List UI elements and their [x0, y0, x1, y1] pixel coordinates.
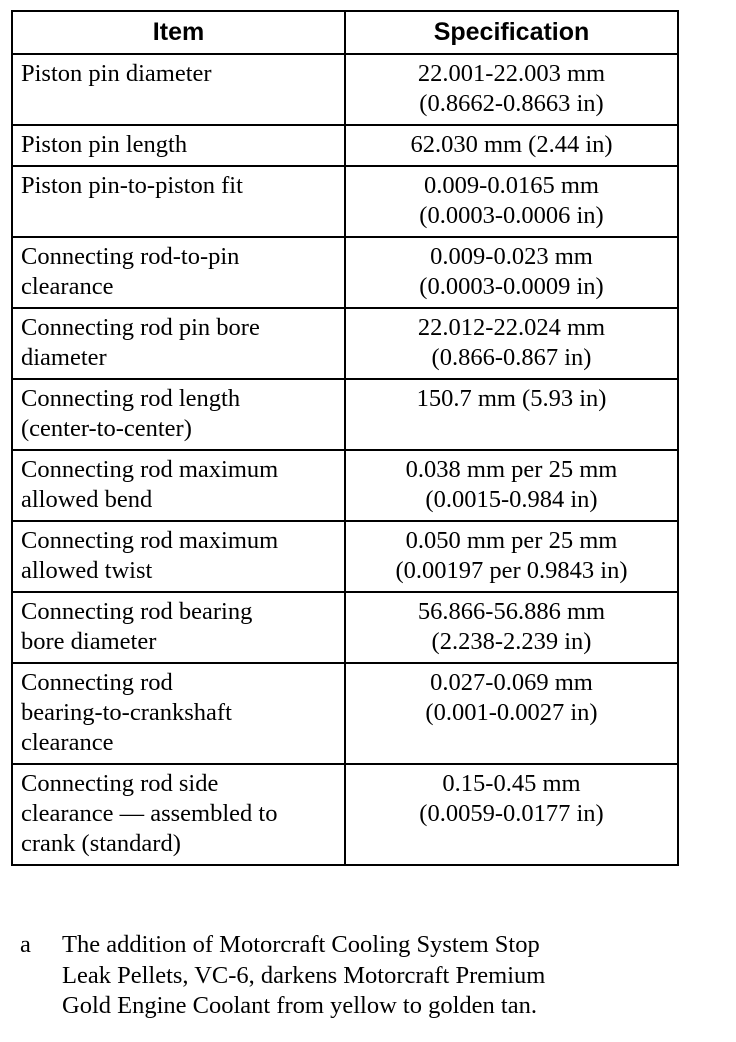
table-row	[12, 450, 678, 521]
item-text: Piston pin diameter	[21, 60, 212, 87]
footnote-line: Leak Pellets, VC-6, darkens Motorcraft Premium	[62, 961, 546, 989]
specification-text: 0.15-0.45 mm	[442, 770, 581, 797]
item-cell	[12, 764, 345, 865]
table-body	[12, 54, 678, 865]
specification-text: (0.0003-0.0006 in)	[419, 202, 604, 229]
item-cell	[12, 308, 345, 379]
specification-text: 22.012-22.024 mm	[417, 314, 606, 341]
item-text: bearing-to-crankshaft	[21, 699, 232, 726]
footnote-line: The addition of Motorcraft Cooling System Stop	[62, 931, 540, 958]
table-row	[12, 379, 678, 450]
table-header-row	[12, 11, 678, 54]
specification-text: 56.866-56.886 mm	[417, 598, 606, 625]
item-text: diameter	[21, 344, 107, 371]
specification-text: (0.0059-0.0177 in)	[419, 800, 604, 827]
item-cell	[12, 237, 345, 308]
item-cell	[12, 450, 345, 521]
item-text: (center-to-center)	[21, 415, 192, 442]
specification-cell	[345, 379, 678, 450]
specification-cell	[345, 54, 678, 125]
specification-text: 0.009-0.0165 mm	[424, 172, 599, 199]
specification-text: (0.0015-0.984 in)	[425, 486, 598, 513]
specification-text: 0.009-0.023 mm	[430, 243, 593, 270]
specification-text: (0.001-0.0027 in)	[425, 699, 598, 726]
item-text: Connecting rod bearing	[21, 598, 253, 625]
table-row	[12, 125, 678, 166]
item-text: Connecting rod length	[21, 385, 241, 412]
item-text: clearance	[21, 273, 114, 300]
item-cell	[12, 663, 345, 764]
table-row	[12, 663, 678, 764]
specification-text: (0.0003-0.0009 in)	[419, 273, 604, 300]
specification-cell	[345, 592, 678, 663]
specification-text: 150.7 mm (5.93 in)	[416, 385, 607, 412]
specification-cell	[345, 237, 678, 308]
item-text: Connecting rod maximum	[21, 527, 279, 554]
specification-table	[11, 10, 679, 866]
specification-text: (0.00197 per 0.9843 in)	[395, 557, 628, 584]
item-text: Piston pin-to-piston fit	[21, 172, 243, 199]
table-row	[12, 54, 678, 125]
specification-text: (0.866-0.867 in)	[431, 344, 592, 371]
item-cell	[12, 379, 345, 450]
item-text: allowed bend	[21, 486, 153, 513]
column-header-item: Item	[12, 11, 345, 54]
footnote-text	[62, 930, 545, 1022]
specification-cell	[345, 764, 678, 865]
item-text: Connecting rod side	[21, 770, 219, 797]
table-row	[12, 764, 678, 865]
table-row	[12, 521, 678, 592]
item-cell	[12, 54, 345, 125]
table-row	[12, 308, 678, 379]
item-text: Connecting rod	[21, 669, 173, 696]
column-header-specification: Specification	[345, 11, 678, 54]
table-row	[12, 237, 678, 308]
table-row	[12, 166, 678, 237]
specification-text: (0.8662-0.8663 in)	[419, 90, 604, 117]
item-text: clearance	[21, 729, 114, 756]
footnote-line: Gold Engine Coolant from yellow to golden tan.	[62, 992, 537, 1019]
item-cell	[12, 592, 345, 663]
item-text: Connecting rod maximum	[21, 456, 279, 483]
specification-cell	[345, 166, 678, 237]
specification-cell	[345, 450, 678, 521]
table-row	[12, 592, 678, 663]
item-cell	[12, 166, 345, 237]
item-text: allowed twist	[21, 557, 153, 584]
item-text: bore diameter	[21, 628, 157, 655]
specification-text: 0.027-0.069 mm	[430, 669, 593, 696]
specification-cell	[345, 308, 678, 379]
item-text: crank (standard)	[21, 830, 181, 857]
item-text: Piston pin length	[21, 131, 188, 158]
specification-text: 0.050 mm per 25 mm	[405, 527, 618, 554]
specification-text: 0.038 mm per 25 mm	[405, 456, 618, 483]
item-text: Connecting rod pin bore	[21, 314, 260, 341]
specification-text: 62.030 mm (2.44 in)	[410, 131, 613, 158]
specification-cell	[345, 521, 678, 592]
item-cell	[12, 521, 345, 592]
item-cell	[12, 125, 345, 166]
specification-text: (2.238-2.239 in)	[431, 628, 592, 655]
footnote-marker: a	[20, 931, 31, 958]
specification-text: 22.001-22.003 mm	[417, 60, 606, 87]
item-text: clearance — assembled to	[21, 800, 278, 827]
item-text: Connecting rod-to-pin	[21, 243, 240, 270]
specification-cell	[345, 663, 678, 764]
specification-cell	[345, 125, 678, 166]
